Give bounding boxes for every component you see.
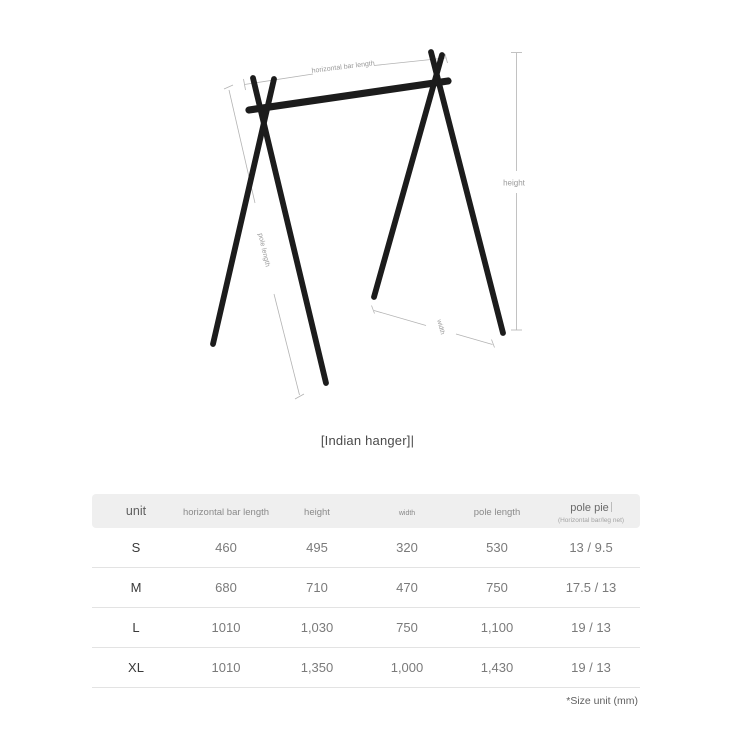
cell-height: 710 [306,580,328,595]
cursor-artifact [611,502,612,512]
cell-pole-pie: 17.5 / 13 [565,580,617,595]
size-label: M [130,580,142,595]
cell-pole-length: 750 [486,580,508,595]
table-header-row [92,494,640,528]
hanger-frame [213,52,503,383]
cell-width: 750 [396,620,418,635]
cell-pole-pie: 19 / 13 [571,620,611,635]
table-row-xl [92,648,640,688]
cell-horizontal-bar-length: 1010 [211,620,241,635]
header-height: height [304,507,330,518]
size-table [92,494,640,707]
diagram-caption: [Indian hanger]| [320,433,415,448]
left-frame-front-pole [213,79,274,344]
table-row-m [92,568,640,608]
horizontal-bar [249,81,448,110]
pole-length-label: pole length [256,232,271,268]
cell-pole-pie: 13 / 9.5 [569,540,613,555]
cell-pole-pie: 19 / 13 [571,660,611,675]
cell-pole-length: 530 [486,540,508,555]
size-unit-note: *Size unit (mm) [566,695,638,707]
size-label: S [131,540,141,555]
cell-width: 320 [396,540,418,555]
header-unit: unit [125,504,147,518]
size-label: L [132,620,140,635]
cell-horizontal-bar-length: 1010 [211,660,241,675]
horizontal-bar-length-label: horizontal bar length [311,60,376,75]
header-pole-pie: pole pie (Horizontal bar/leg net) [542,498,640,524]
cell-pole-length: 1,100 [480,620,514,635]
size-label: XL [128,660,144,675]
height-label: height [503,178,525,188]
cell-width: 470 [396,580,418,595]
cell-horizontal-bar-length: 460 [215,540,237,555]
cell-height: 1,030 [300,620,334,635]
table-row-s [92,528,640,568]
cell-height: 495 [306,540,328,555]
cell-width: 1,000 [390,660,424,675]
right-frame-back-pole [431,52,503,333]
cell-height: 1,350 [300,660,334,675]
cell-horizontal-bar-length: 680 [215,580,237,595]
header-width: width [398,510,416,517]
width-label: width [435,318,446,336]
dimension-height [503,53,526,331]
dimension-width [372,306,495,348]
header-pole-length: pole length [473,507,521,518]
cell-pole-length: 1,430 [480,660,514,675]
table-row-l [92,608,640,648]
header-horizontal-bar-length: horizontal bar length [182,507,270,518]
header-pole-pie-sublabel: (Horizontal bar/leg net) [557,517,625,524]
